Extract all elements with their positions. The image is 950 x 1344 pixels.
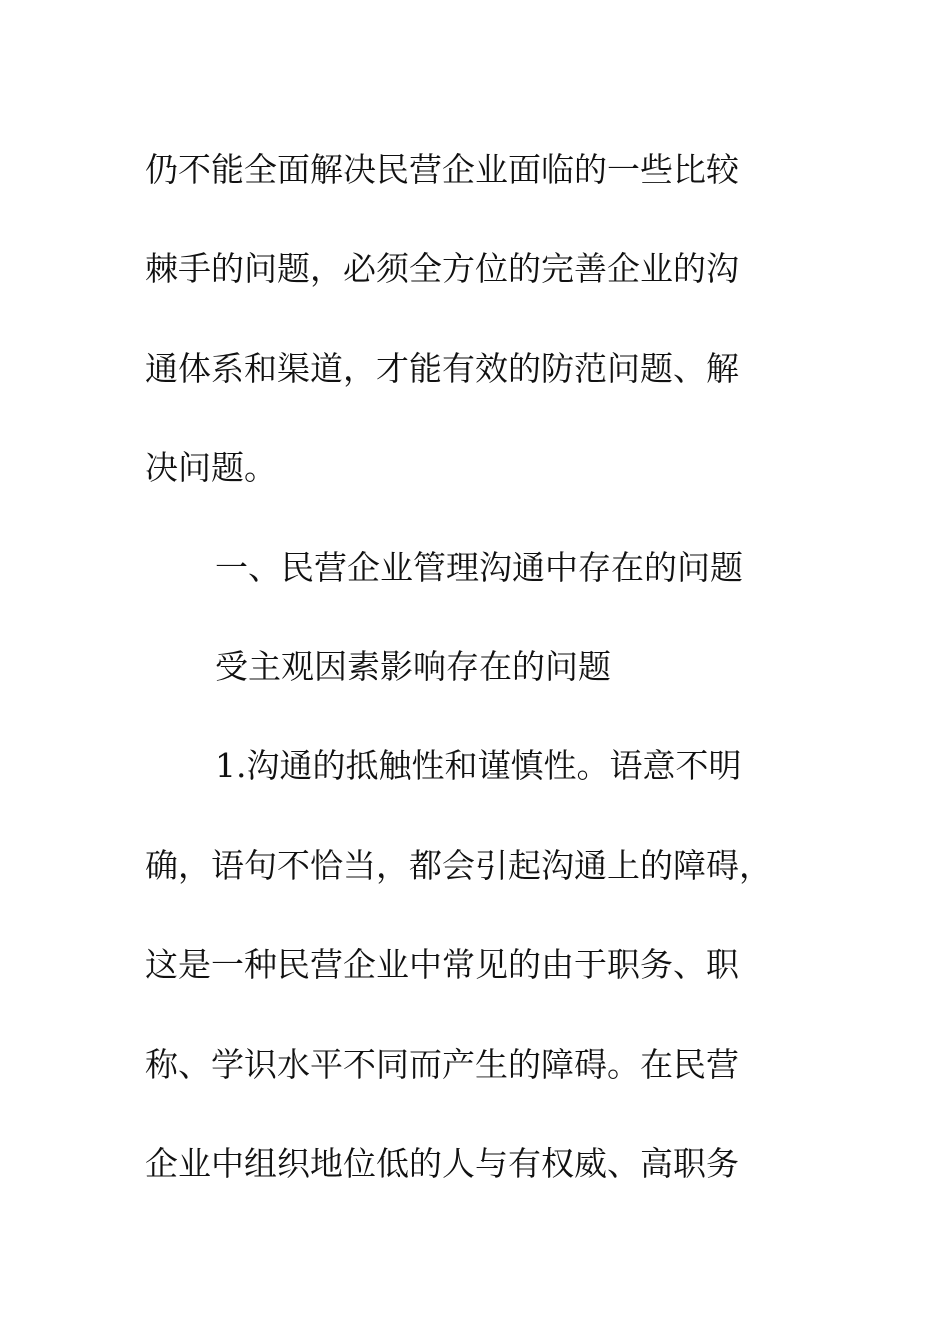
numbered-paragraph-line: 1.沟通的抵触性和谨慎性。语意不明	[215, 746, 742, 786]
paragraph-line: 决问题。	[145, 448, 277, 488]
paragraph-line: 通体系和渠道，才能有效的防范问题、解	[145, 348, 739, 388]
section-heading: 一、民营企业管理沟通中存在的问题	[215, 547, 743, 587]
subsection-heading: 受主观因素影响存在的问题	[215, 646, 611, 686]
paragraph-line: 确，语句不恰当，都会引起沟通上的障碍，	[145, 845, 772, 885]
paragraph-line: 仍不能全面解决民营企业面临的一些比较	[145, 150, 739, 189]
paragraph-line: 这是一种民营企业中常见的由于职务、职	[145, 945, 739, 985]
paragraph-line: 棘手的问题，必须全方位的完善企业的沟	[145, 249, 739, 289]
paragraph-line: 称、学识水平不同而产生的障碍。在民营	[145, 1044, 739, 1084]
paragraph-line: 企业中组织地位低的人与有权威、高职务	[145, 1143, 739, 1183]
body-text	[145, 120, 805, 1213]
